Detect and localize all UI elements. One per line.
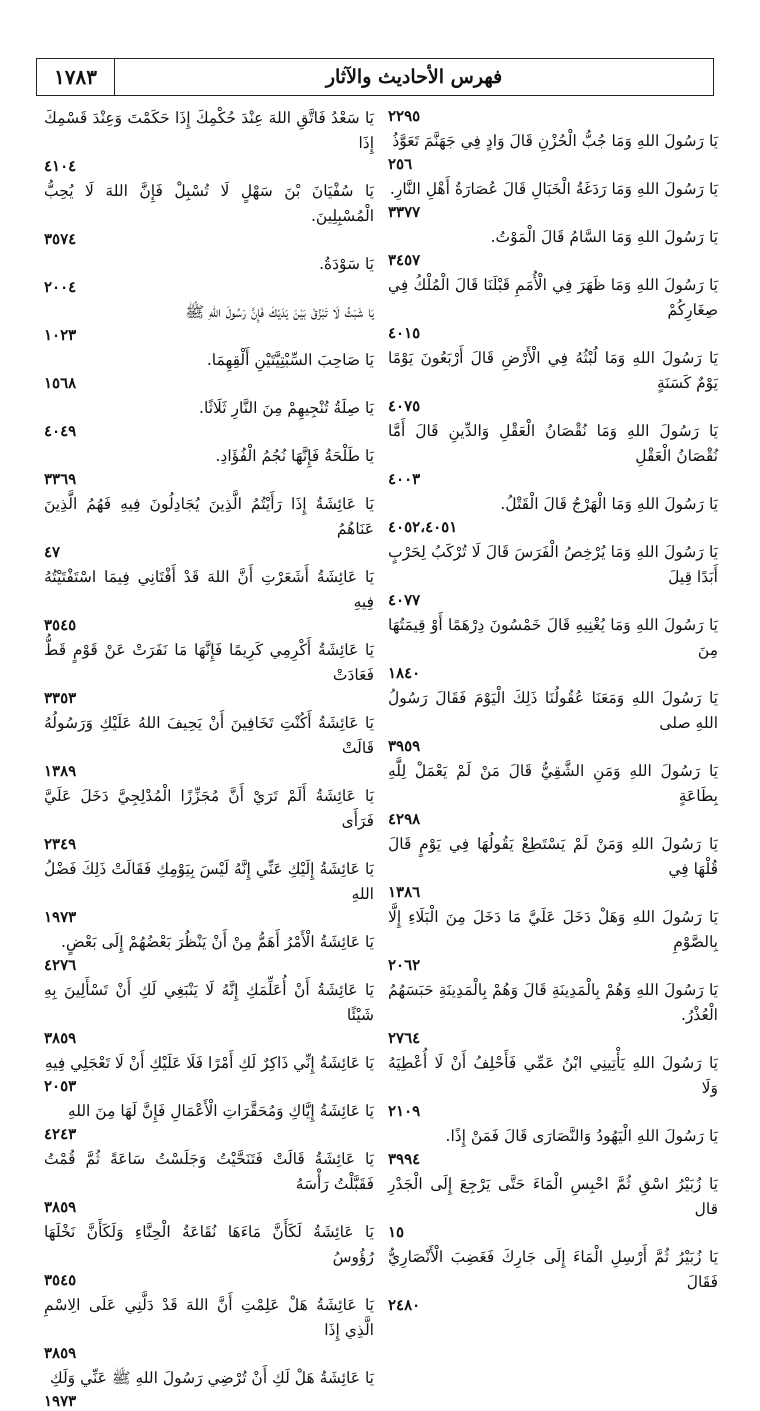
hadith-entry [44,978,374,1048]
hadith-number: ٤٠٥٢،٤٠٥١ [388,518,458,536]
hadith-entry [388,419,718,489]
hadith-number: ١٥ [388,1223,405,1241]
hadith-entry [388,1245,718,1315]
hadith-entry [44,252,374,297]
hadith-number: ٣٨٥٩ [44,1344,77,1362]
hadith-entry [388,225,718,270]
hadith-entry [388,1124,718,1169]
hadith-number: ٣٨٥٩ [44,1029,77,1047]
hadith-text: يَا رَسُولَ اللهِ وَمَنْ لَمْ يَسْتَطِعْ يَقُولُهَا فِي يَوْمٍ قَالَ قُلْهَا فِي [388,835,718,878]
hadith-number: ١٠٢٣ [44,326,77,344]
hadith-entry [388,129,718,174]
hadith-number: ٤٠٧٧ [388,591,421,609]
hadith-text: يَا رَسُولَ اللهِ وَهَلْ دَخَلَ عَلَيَّ مَا دَخَلَ مِنَ الْبَلَاءِ إِلَّا بِالصَّوْمِ [388,908,718,951]
hadith-text: يَا رَسُولَ اللهِ وَمَا لُبْثُهُ فِي الْأَرْضِ قَالَ أَرْبَعُونَ يَوْمًا يَوْمٌ كَسَنَةٍ [388,349,718,392]
hadith-number: ١٨٤٠ [388,664,421,682]
hadith-entry [44,1099,374,1144]
hadith-text: يَا زُبَيْرُ اسْقِ ثُمَّ احْبِسِ الْمَاءَ حَتَّى يَرْجِعَ إِلَى الْجَدْرِ قال [388,1175,718,1218]
hadith-number: ٣٣٥٣ [44,689,77,707]
hadith-number: ٤١٠٤ [44,157,77,175]
hadith-number: ٢٤٨٠ [388,1296,421,1314]
hadith-text: يَا عَائِشَةُ أَشَعَرْتِ أَنَّ اللهَ قَدْ أَفْتَانِي فِيمَا اسْتَفْتَيْتُهُ فِيهِ [44,568,374,611]
hadith-text: يَا عَائِشَةُ أَلَمْ تَرَيْ أَنَّ مُجَزِّزًا الْمُدْلِجِيَّ دَخَلَ عَلَيَّ فَرَأَى [44,787,374,830]
hadith-text: يَا صِلَةُ تُنْجِيهِمْ مِنَ النَّارِ ثَلَاثًا. [199,399,374,417]
page-number: ١٧٨٣ [37,59,115,95]
left-column [44,106,374,1410]
hadith-text: يَا رَسُولَ اللهِ وَمَا يُغْنِيهِ قَالَ خَمْسُونَ دِرْهَمًا أَوْ قِيمَتُهَا مِنَ [388,616,718,659]
hadith-text: يَا رَسُولَ اللهِ وَمَا جُبُّ الْحُزْنِ قَالَ وَادٍ فِي جَهَنَّمَ تَعَوَّذُ [392,132,718,150]
hadith-text: يَا عَائِشَةُ قَالَتْ فَتَنَحَّيْتُ وَجَلَسْتُ سَاعَةً ثُمَّ قُمْتُ فَقَبَّلْتُ رَأْسَهُ [44,1150,374,1193]
hadith-text: يَا رَسُولَ اللهِ وَمَا رَدَغَةُ الْخَبَالِ قَالَ عُصَارَةُ أَهْلِ النَّارِ. [389,180,718,198]
hadith-entry [44,396,374,441]
hadith-text: يَا سُفْيَانَ بْنَ سَهْلٍ لَا تُسْبِلْ فَإِنَّ اللهَ لَا يُحِبُّ الْمُسْبِلِينَ. [44,182,374,225]
hadith-text: يَا رَسُولَ اللهِ وَمَا ظَهَرَ فِي الْأُمَمِ قَبْلَنَا قَالَ الْمُلْكُ فِي صِغَارِكُمْ [388,276,718,319]
hadith-entry [44,1293,374,1363]
hadith-number: ٢٠٦٢ [388,956,421,974]
hadith-number: ١٩٧٣ [44,1392,77,1410]
hadith-text: يَا عَائِشَةُ إِلَيْكِ عَنِّي إِنَّهُ لَيْسَ بِيَوْمِكِ فَقَالَتْ ذَلِكَ فَضْلُ اللهِ [44,860,374,903]
hadith-number: ٣٤٥٧ [388,251,421,269]
hadith-text: يَا عَائِشَةُ إِذَا رَأَيْتُمُ الَّذِينَ يُجَادِلُونَ فِيهِ فَهُمُ الَّذِينَ عَنَاهُمُ [44,495,374,538]
hadith-entry [44,1366,374,1411]
hadith-number: ٢٢٩٥ [388,107,421,125]
hadith-entry [44,444,374,489]
hadith-number: ٢٠٥٣ [44,1077,77,1095]
hadith-entry [44,857,374,927]
hadith-text: يَا عَائِشَةُ أَكْرِمِي كَرِيمًا فَإِنَّهَا مَا نَفَرَتْ عَنْ قَوْمٍ قَطُّ فَعَادَتْ [44,641,374,684]
hadith-text: يَا سَوْدَةُ. [319,255,374,273]
hadith-entry [44,638,374,708]
hadith-entry [388,540,718,610]
hadith-entry [388,1172,718,1242]
hadith-entry [44,1147,374,1217]
hadith-text: يَا عَائِشَةُ لَكَأَنَّ مَاءَهَا نُقَاعَةُ الْحِنَّاءِ وَلَكَأَنَّ نَخْلَهَا رُؤُوسُ [44,1223,374,1266]
hadith-entry [44,492,374,562]
hadith-entry [44,565,374,635]
hadith-entry [388,1051,718,1121]
hadith-entry [388,346,718,416]
hadith-entry [44,711,374,781]
hadith-text: يَا رَسُولَ اللهِ وَمَعَنَا عُقُولُنَا ذَلِكَ الْيَوْمَ فَقَالَ رَسُولُ اللهِ صلى [388,689,718,732]
hadith-text: يَا زُبَيْرُ ثُمَّ أَرْسِلِ الْمَاءَ إِلَى جَارِكَ فَغَضِبَ الْأَنْصَارِيُّ فَقَالَ [388,1248,718,1291]
hadith-text: يَا عَائِشَةُ هَلْ لَكِ أَنْ تُرْضِي رَسُولَ اللهِ ﷺ عَنِّي وَلَكِ [49,1369,374,1387]
hadith-number: ٣٥٧٤ [44,230,77,248]
hadith-number: ٢٥٦ [388,155,413,173]
hadith-entry [44,930,374,975]
hadith-text: يَا رَسُولَ اللهِ وَمَا نُقْصَانُ الْعَقْلِ وَالدِّينِ قَالَ أَمَّا نُقْصَانُ الْعَقْلِ [388,422,718,465]
hadith-number: ٤٠١٥ [388,324,421,342]
hadith-text: يَا شَبَثُ لَا تَبْزُقْ بَيْنَ يَدَيْكَ فَإِنَّ رَسُولَ اللهِ ﷺ [185,303,374,321]
hadith-entry [388,106,718,126]
hadith-number: ٣٩٩٤ [388,1150,421,1168]
hadith-number: ١٩٧٣ [44,908,77,926]
hadith-entry [388,978,718,1048]
hadith-entry [44,106,374,176]
page-title: فهرس الأحاديث والآثار [325,66,503,88]
hadith-text: يَا عَائِشَةُ إِيَّاكِ وَمُحَقَّرَاتِ الْأَعْمَالِ فَإِنَّ لَهَا مِنَ اللهِ [67,1102,374,1120]
hadith-number: ٢٣٤٩ [44,835,77,853]
hadith-number: ٤٠٤٩ [44,422,77,440]
hadith-entry [44,1051,374,1096]
hadith-number: ٢١٠٩ [388,1102,421,1120]
hadith-text: يَا عَائِشَةُ أَنْ أُعَلِّمَكِ إِنَّهُ لَا يَنْبَغِي لَكِ أَنْ تَسْأَلِينَ بِهِ شَيْئًا [44,981,374,1024]
page-header [36,58,714,96]
hadith-entry [388,613,718,683]
hadith-entry [388,273,718,343]
hadith-number: ٢٠٠٤ [44,278,77,296]
hadith-text: يَا سَعْدُ فَاتَّقِ اللهَ عِنْدَ حُكْمِكَ إِذَا حَكَمْتَ وَعِنْدَ قَسْمِكَ إِذَا [44,109,374,152]
hadith-number: ٢٧٦٤ [388,1029,421,1047]
hadith-number: ٤٠٧٥ [388,397,421,415]
hadith-text: يَا طَلْحَةُ فَإِنَّهَا نُجُمُ الْفُؤَادِ. [215,447,374,465]
hadith-number: ٣٥٤٥ [44,1271,77,1289]
hadith-entry [388,905,718,975]
hadith-entry [44,300,374,345]
hadith-text: يَا رَسُولَ اللهِ وَمَنِ الشَّقِيُّ قَالَ مَنْ لَمْ يَعْمَلْ لِلَّهِ بِطَاعَةٍ [388,762,718,805]
hadith-number: ٤٧ [44,543,61,561]
hadith-number: ٤٢٤٣ [44,1125,77,1143]
hadith-number: ٣٩٥٩ [388,737,421,755]
hadith-entry [44,784,374,854]
hadith-text: يَا رَسُولَ اللهِ وَمَا السَّامُ قَالَ الْمَوْتُ. [490,228,718,246]
hadith-number: ٤٢٧٦ [44,956,77,974]
hadith-entry [44,348,374,393]
hadith-text: يَا رَسُولَ اللهِ الْيَهُودُ وَالنَّصَارَى قَالَ فَمَنْ إِذًا. [445,1127,718,1145]
hadith-number: ٣٣٧٧ [388,203,421,221]
right-column [388,106,718,1314]
hadith-entry [388,177,718,222]
hadith-text: يَا عَائِشَةُ الْأَمْرُ أَهَمُّ مِنْ أَنْ يَنْظُرَ بَعْضُهُمْ إِلَى بَعْضٍ. [61,933,374,951]
hadith-number: ٣٨٥٩ [44,1198,77,1216]
hadith-entry [388,759,718,829]
hadith-entry [44,1220,374,1290]
hadith-text: يَا صَاحِبَ السِّبْتِيَّتَيْنِ أَلْقِهِمَا. [206,351,374,369]
hadith-number: ١٣٨٩ [44,762,77,780]
hadith-number: ٤٠٠٣ [388,470,421,488]
hadith-text: يَا رَسُولَ اللهِ وَهُمْ بِالْمَدِينَةِ قَالَ وَهُمْ بِالْمَدِينَةِ حَبَسَهُمُ الْعُذْرُ. [388,981,718,1024]
hadith-text: يَا عَائِشَةُ أَكُنْتِ تَخَافِينَ أَنْ يَحِيفَ اللهُ عَلَيْكِ وَرَسُولُهُ قَالَتْ [44,714,374,757]
hadith-text: يَا رَسُولَ اللهِ وَمَا يُرْخِصُ الْفَرَسَ قَالَ لَا تُرْكَبُ لِحَرْبٍ أَبَدًا قِيلَ [388,543,718,586]
hadith-number: ٣٥٤٥ [44,616,77,634]
hadith-number: ٣٣٦٩ [44,470,77,488]
hadith-text: يَا عَائِشَةُ هَلْ عَلِمْتِ أَنَّ اللهَ قَدْ دَلَّنِي عَلَى الِاسْمِ الَّذِي إِذَا [44,1296,374,1339]
hadith-entry [388,686,718,756]
hadith-number: ٤٢٩٨ [388,810,421,828]
hadith-text: يَا رَسُولَ اللهِ يَأْتِينِي ابْنُ عَمِّي فَأَحْلِفُ أَنْ لَا أُعْطِيَهُ وَلَا [388,1054,718,1097]
hadith-text: يَا رَسُولَ اللهِ وَمَا الْهَرْجُ قَالَ الْقَتْلُ. [500,495,718,513]
hadith-entry [44,179,374,249]
hadith-entry [388,832,718,902]
hadith-entry [388,492,718,537]
hadith-number: ١٥٦٨ [44,374,77,392]
hadith-text: يَا عَائِشَةُ إِنِّي ذَاكِرٌ لَكِ أَمْرًا فَلَا عَلَيْكِ أَنْ لَا تَعْجَلِي فِيهِ [44,1054,374,1072]
hadith-number: ١٣٨٦ [388,883,421,901]
